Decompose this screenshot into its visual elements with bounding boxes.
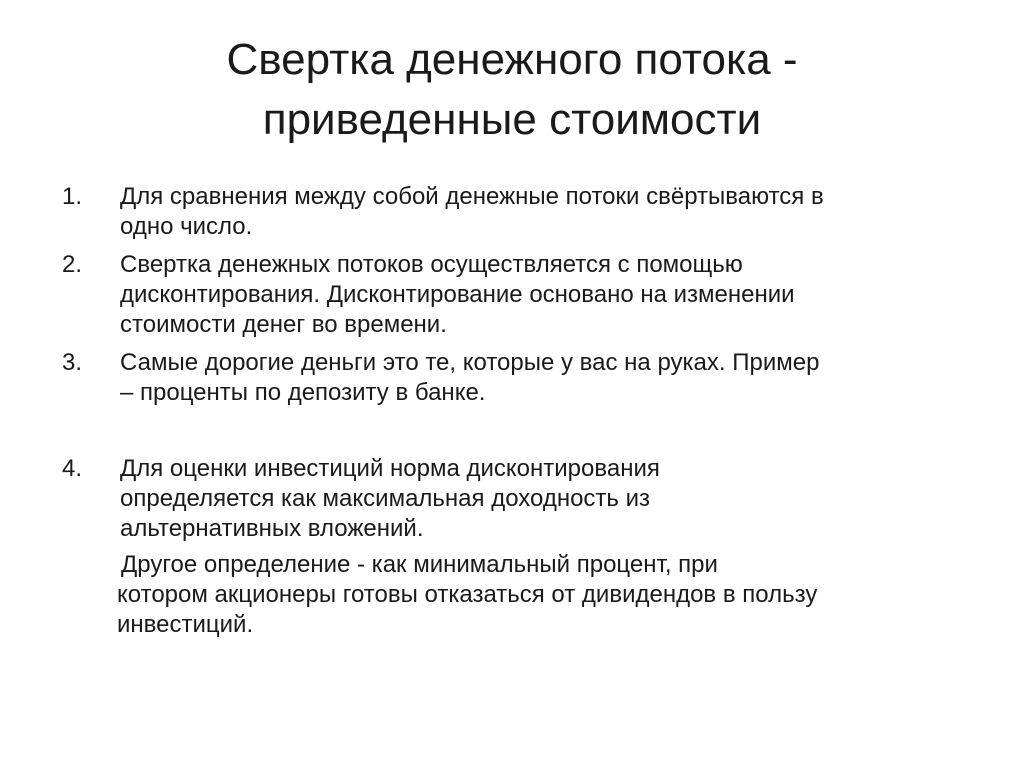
- list-item-line: стоимости денег во времени.: [120, 311, 447, 338]
- slide-title: [60, 30, 964, 150]
- list-item-text: [120, 348, 972, 408]
- list-item-text: [120, 454, 972, 544]
- list-item-4-continuation: [117, 550, 977, 640]
- list-item-line: определяется как максимальная доходность из: [120, 485, 651, 512]
- list-item-2: [62, 250, 972, 340]
- list-item-text: [120, 182, 972, 242]
- list-item-number: 4.: [62, 455, 83, 482]
- continuation-line: Другое определение - как минимальный процент, при: [121, 551, 718, 578]
- continuation-line: инвестиций.: [117, 611, 254, 638]
- title-line-1: Свертка денежного потока -: [226, 35, 798, 84]
- list-item-1: [62, 182, 972, 242]
- list-item-line: одно число.: [120, 213, 253, 240]
- title-line-2: приведенные стоимости: [262, 95, 762, 144]
- list-item-number: 2.: [62, 251, 83, 278]
- list-item-line: – проценты по депозиту в банке.: [120, 379, 486, 406]
- list-item-3: [62, 348, 972, 408]
- list-item-line: Свертка денежных потоков осуществляется с помощью: [120, 251, 743, 278]
- list-item-line: альтернативных вложений.: [120, 515, 424, 542]
- list-item-line: Для сравнения между собой денежные потоки свёртываются в: [120, 183, 824, 210]
- list-item-line: Самые дорогие деньги это те, которые у вас на руках. Пример: [120, 349, 820, 376]
- list-item-4: [62, 454, 972, 544]
- continuation-line: котором акционеры готовы отказаться от дивидендов в пользу: [117, 581, 818, 608]
- list-item-line: дисконтирования. Дисконтирование основано на изменении: [120, 281, 795, 308]
- list-item-number: 3.: [62, 349, 83, 376]
- list-item-number: 1.: [62, 183, 83, 210]
- list-item-line: Для оценки инвестиций норма дисконтирования: [120, 455, 660, 482]
- list-item-text: [120, 250, 972, 340]
